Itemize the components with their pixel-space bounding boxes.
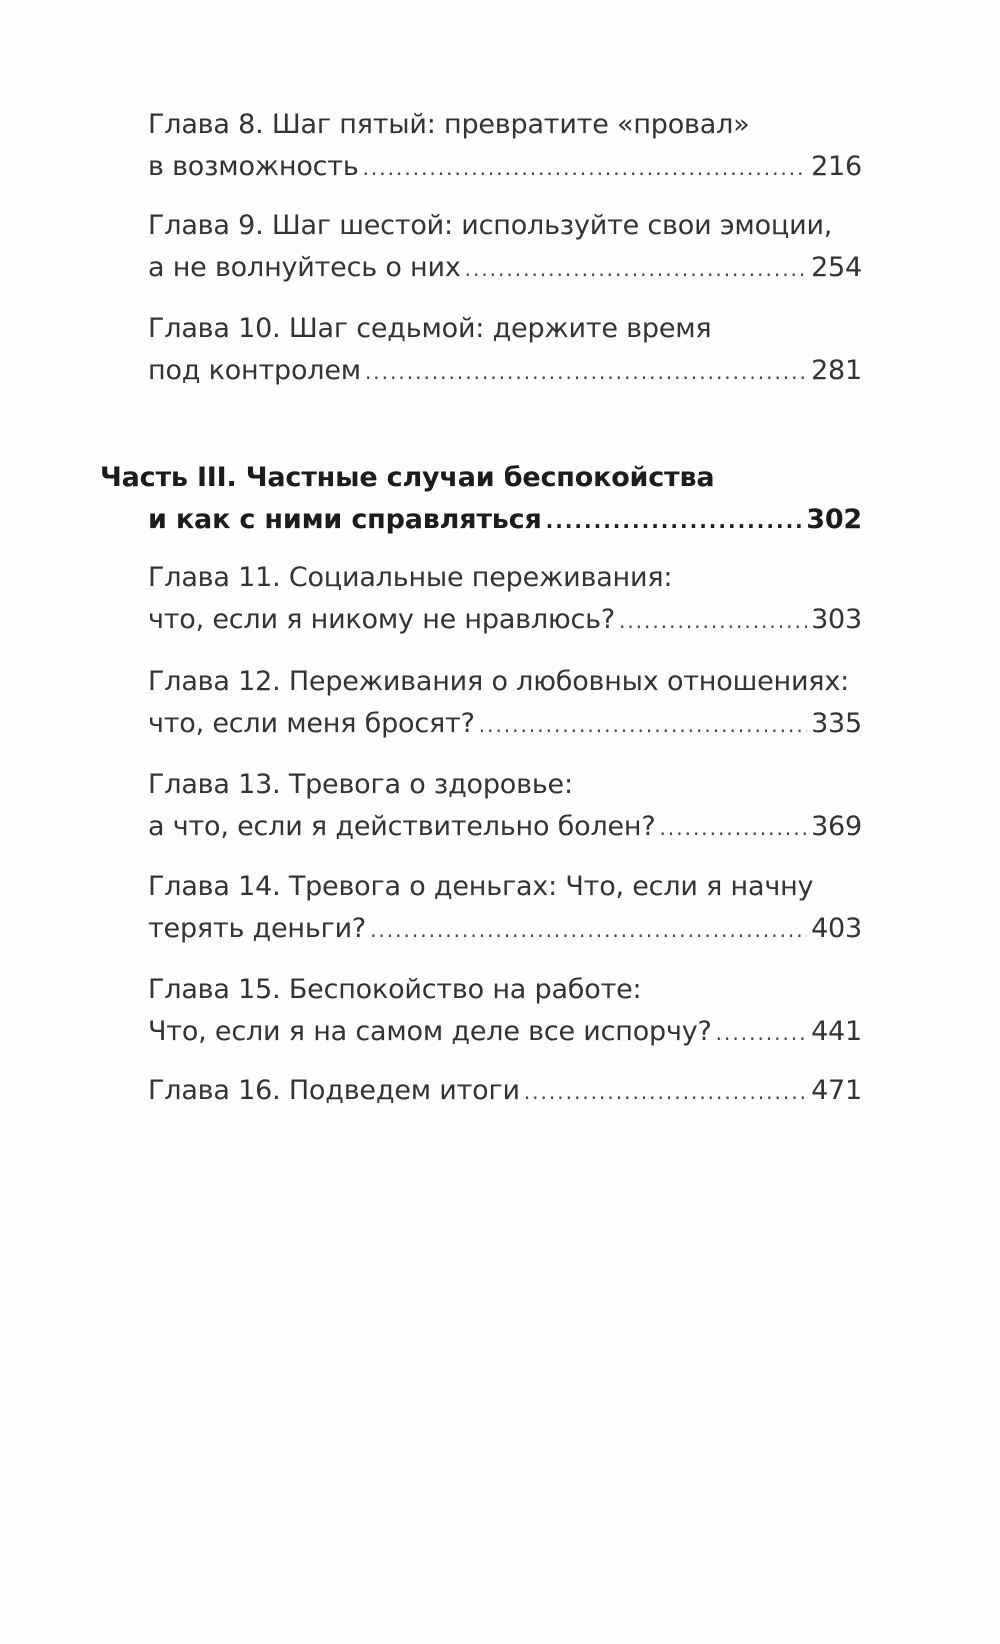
toc-title-line: Глава 13. Тревога о здоровье:: [148, 769, 573, 800]
toc-last-line: [148, 1070, 862, 1113]
toc-last-line: [148, 247, 862, 290]
page-number: 254: [811, 252, 862, 283]
dot-leader: [363, 147, 808, 189]
toc-title-line: Глава 12. Переживания о любовных отношениях:: [148, 666, 850, 697]
page-number: 403: [811, 913, 862, 944]
toc-title-line: а не волнуйтесь о них: [148, 252, 461, 283]
toc-title-line: что, если я никому не нравлюсь?: [148, 604, 615, 635]
page-number: 369: [811, 811, 862, 842]
dot-leader: [716, 1012, 807, 1054]
toc-entry-chapter-8: [148, 104, 862, 189]
toc-entry-chapter-13: [148, 764, 862, 849]
toc-entry-chapter-9: [148, 205, 862, 290]
dot-leader: [365, 351, 807, 393]
toc-entry-chapter-16: [148, 1070, 862, 1113]
toc-title-line: Глава 10. Шаг седьмой: держите время: [148, 313, 712, 344]
toc-last-line: [148, 350, 862, 393]
toc-entry-chapter-15: [148, 969, 862, 1054]
toc-title-line: Глава 8. Шаг пятый: превратите «провал»: [148, 109, 750, 140]
toc-title-line: Глава 9. Шаг шестой: используйте свои эмоции,: [148, 210, 833, 241]
dot-leader: [479, 704, 807, 746]
toc-title-line: в возможность: [148, 151, 359, 182]
toc-last-line: [148, 599, 862, 642]
dot-leader: [370, 909, 807, 951]
page-number: 302: [806, 504, 862, 535]
toc-title-line: что, если меня бросят?: [148, 708, 475, 739]
toc-last-line: [148, 908, 862, 951]
toc-entry-chapter-14: [148, 866, 862, 951]
toc-last-line: [100, 499, 862, 542]
toc-title-line: Что, если я на самом деле все испорчу?: [148, 1016, 712, 1047]
toc-last-line: [148, 703, 862, 746]
page-number: 335: [811, 708, 862, 739]
dot-leader: [619, 600, 807, 642]
toc-title-line: Глава 16. Подведем итоги: [148, 1075, 520, 1106]
page-number: 281: [811, 355, 862, 386]
toc-last-line: [148, 146, 862, 189]
dot-leader: [465, 248, 807, 290]
page-number: 216: [811, 151, 862, 182]
dot-leader: [546, 500, 803, 542]
page-number: 441: [811, 1016, 862, 1047]
toc-entry-part-3: [100, 457, 862, 542]
toc-entry-chapter-12: [148, 661, 862, 746]
toc-title-line: и как с ними справляться: [148, 504, 542, 535]
toc-entry-chapter-11: [148, 557, 862, 642]
page-number: 303: [811, 604, 862, 635]
toc-title-line: Глава 14. Тревога о деньгах: Что, если я начну: [148, 871, 814, 902]
toc-last-line: [148, 806, 862, 849]
toc-title-line: Часть III. Частные случаи беспокойства: [100, 462, 715, 493]
dot-leader: [524, 1071, 807, 1113]
toc-title-line: терять деньги?: [148, 913, 367, 944]
dot-leader: [660, 807, 808, 849]
toc-title-line: а что, если я действительно болен?: [148, 811, 656, 842]
toc-title-line: Глава 15. Беспокойство на работе:: [148, 974, 642, 1005]
toc-title-line: под контролем: [148, 355, 361, 386]
toc-last-line: [148, 1011, 862, 1054]
toc-entry-chapter-10: [148, 308, 862, 393]
toc-title-line: Глава 11. Социальные переживания:: [148, 562, 673, 593]
page-number: 471: [811, 1075, 862, 1106]
